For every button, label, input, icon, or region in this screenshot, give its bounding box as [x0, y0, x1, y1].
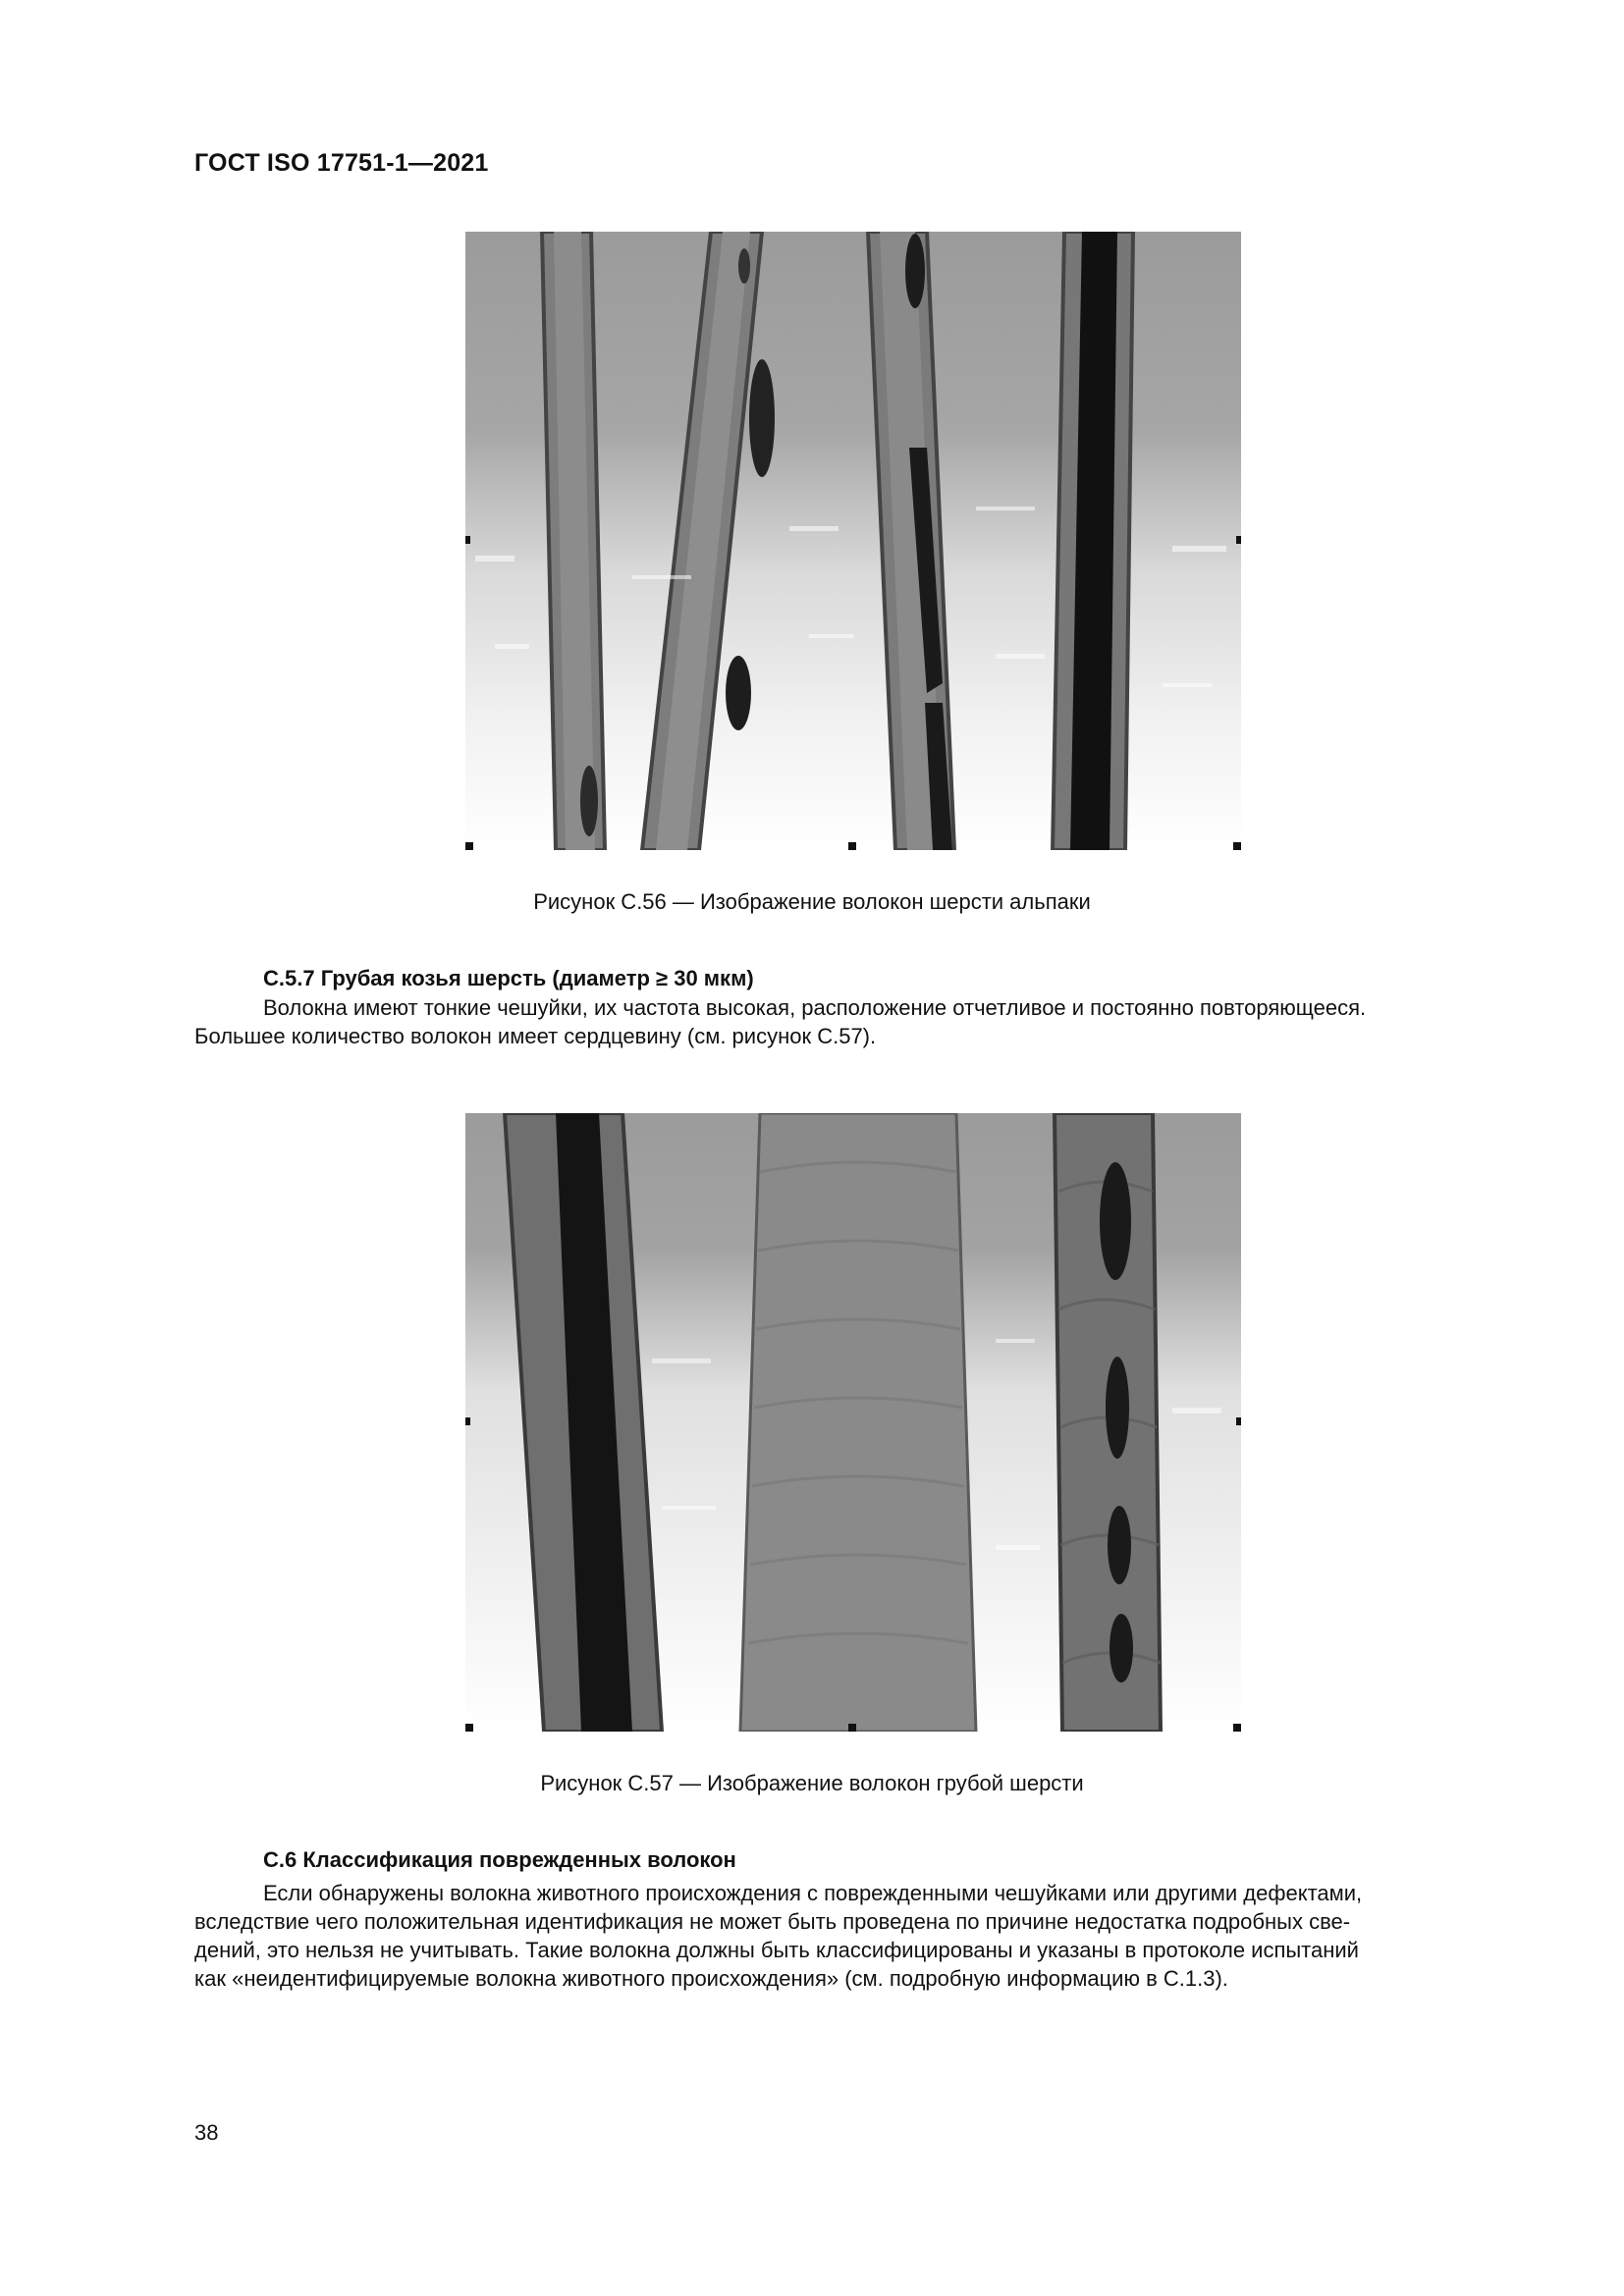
section-paragraph — [194, 993, 1510, 1050]
figure-coarse-wool-micrograph — [465, 1113, 1241, 1732]
paragraph-line: Большее количество волокон имеет сердцевину (см. рисунок С.57). — [194, 1024, 877, 1048]
figure-caption: Рисунок С.57 — Изображение волокон грубой шерсти — [540, 1771, 1084, 1795]
alpaca-fiber-image — [465, 232, 1241, 850]
section-heading: С.5.7 Грубая козья шерсть (диаметр ≥ 30 мкм) — [263, 966, 754, 990]
paragraph-line: вследствие чего положительная идентификация не может быть проведена по причине недостатка подробных све- — [194, 1909, 1351, 1934]
paragraph-line: Волокна имеют тонкие чешуйки, их частота высокая, расположение отчетливое и постоянно повторяющееся. — [263, 995, 1367, 1020]
paragraph-line: дений, это нельзя не учитывать. Такие волокна должны быть классифицированы и указаны в протоколе испытаний — [194, 1938, 1359, 1962]
figure-alpaca-micrograph — [465, 232, 1241, 850]
paragraph-line: как «неидентифицируемые волокна животного происхождения» (см. подробную информацию в С.1.3). — [194, 1966, 1228, 1991]
figure-caption: Рисунок С.56 — Изображение волокон шерсти альпаки — [533, 889, 1091, 914]
section-paragraph — [194, 1879, 1510, 1993]
page-number: 38 — [194, 2120, 219, 2145]
coarse-wool-fiber-image — [465, 1113, 1241, 1732]
section-heading: С.6 Классификация поврежденных волокон — [263, 1847, 736, 1872]
document-header: ГОСТ ISO 17751-1—2021 — [194, 149, 489, 177]
paragraph-line: Если обнаружены волокна животного происхождения с поврежденными чешуйками или другими дефектами, — [263, 1881, 1363, 1905]
